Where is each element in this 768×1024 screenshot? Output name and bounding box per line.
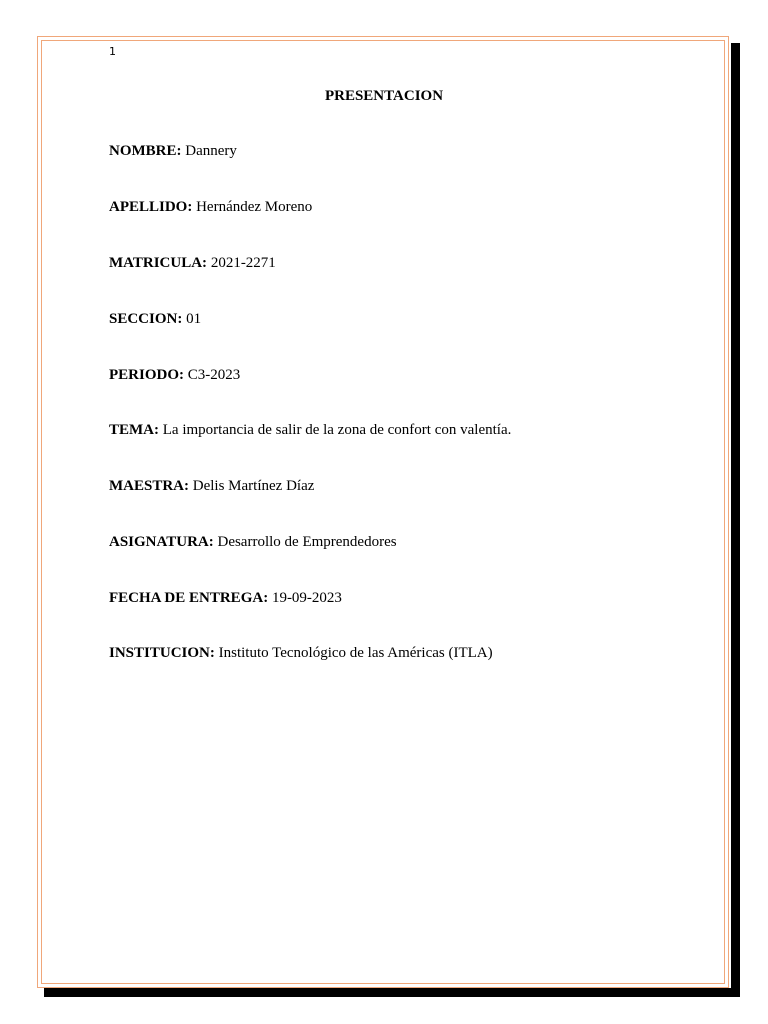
field-value: La importancia de salir de la zona de confort con valentía.: [162, 422, 512, 438]
field-value: 2021-2271: [210, 255, 276, 271]
field-label: PERIODO:: [109, 367, 184, 383]
field-institucion: [109, 645, 493, 662]
page-title: PRESENTACION: [324, 88, 444, 104]
field-value: Desarrollo de Emprendedores: [217, 534, 397, 550]
field-label: APELLIDO:: [109, 199, 193, 215]
field-seccion: [109, 311, 201, 328]
field-label: ASIGNATURA:: [109, 534, 214, 550]
field-value: C3-2023: [187, 367, 241, 383]
field-value: Instituto Tecnológico de las Américas (ITLA): [218, 645, 493, 661]
field-label: NOMBRE:: [109, 143, 182, 159]
field-label: INSTITUCION:: [109, 645, 215, 661]
page-shadow-right: [731, 43, 740, 997]
field-label: MATRICULA:: [109, 255, 208, 271]
field-label: FECHA DE ENTREGA:: [109, 590, 269, 606]
page-border-inner: [41, 40, 725, 984]
field-maestra: [109, 478, 314, 495]
field-value: Delis Martínez Díaz: [192, 478, 315, 494]
field-apellido: [109, 199, 312, 216]
field-matricula: [109, 255, 276, 272]
field-value: 01: [186, 311, 202, 327]
field-value: Dannery: [185, 143, 237, 159]
field-periodo: [109, 367, 240, 384]
page-number: 1: [109, 45, 116, 58]
field-label: MAESTRA:: [109, 478, 190, 494]
field-fecha-de-entrega: [109, 590, 342, 607]
field-tema: [109, 422, 511, 439]
field-value: 19-09-2023: [271, 590, 342, 606]
field-nombre: [109, 143, 237, 160]
field-label: TEMA:: [109, 422, 159, 438]
field-value: Hernández Moreno: [196, 199, 313, 215]
field-label: SECCION:: [109, 311, 183, 327]
field-asignatura: [109, 534, 397, 551]
page-shadow-bottom: [44, 988, 740, 997]
